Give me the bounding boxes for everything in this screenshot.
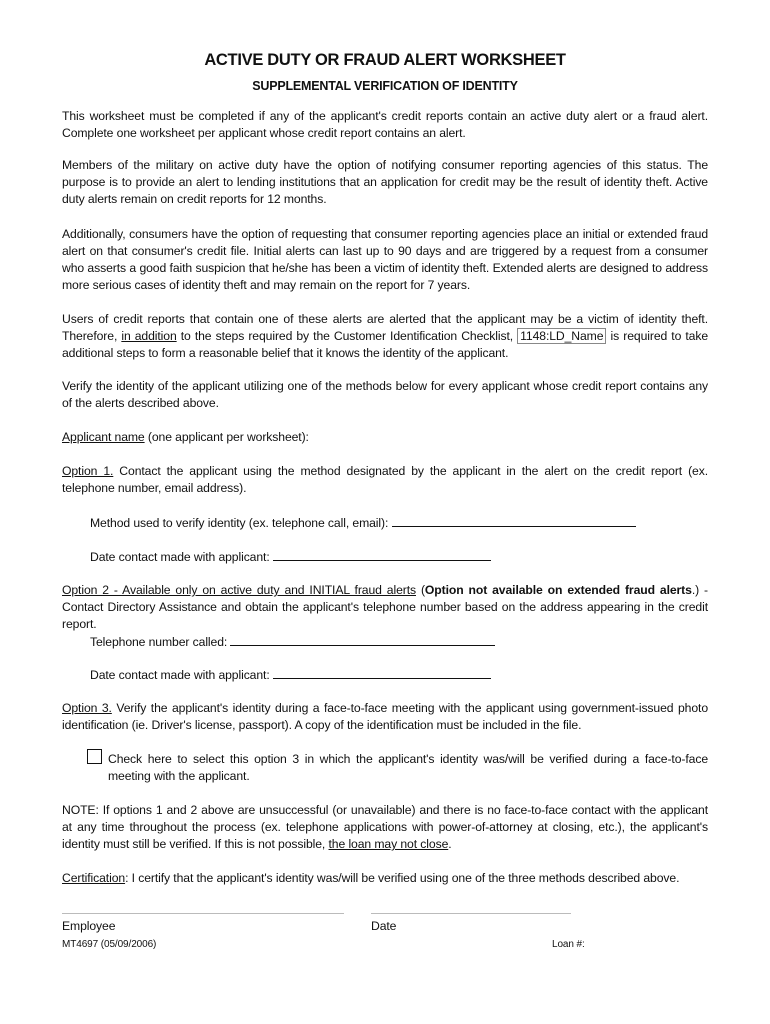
applicant-name-row (62, 429, 708, 446)
intro-paragraph-5: Verify the identity of the applicant utilizing one of the methods below for every applicant whose credit report contains any of the alerts described above. (62, 379, 708, 410)
option-2-bold-note: Option not available on extended fraud alerts (424, 583, 692, 597)
option-1-date-label: Date contact made with applicant: (90, 550, 270, 564)
option-1-date-row (90, 548, 710, 566)
option-1-paragraph (62, 463, 708, 497)
intro-paragraph-4 (62, 311, 708, 362)
option-2-date-field[interactable] (273, 666, 491, 679)
option-2-paragraph (62, 582, 708, 633)
note-loan-may-not-close: the loan may not close (328, 837, 449, 851)
page-title: ACTIVE DUTY OR FRAUD ALERT WORKSHEET (204, 51, 566, 69)
p4-text-a: Users of credit reports that contain one of these alerts are alerted that the applicant may be a victim of identity theft. Therefore, (62, 312, 708, 343)
option-2-phone-field[interactable] (230, 633, 495, 646)
certification-text: : I certify that the applicant's identity was/will be verified using one of the three methods described above. (125, 871, 680, 885)
option-2-date-row (90, 666, 710, 684)
form-id: MT4697 (05/09/2006) (62, 939, 157, 950)
option-2-text-b: .) - Contact Directory Assistance and obtain the applicant's telephone number based on the address appearing in the credit report. (62, 583, 708, 631)
loan-number-label: Loan #: (552, 939, 585, 950)
option-2-date-label: Date contact made with applicant: (90, 668, 270, 682)
certification-paragraph (62, 870, 708, 887)
note-text: NOTE: If options 1 and 2 above are unsuccessful (or unavailable) and there is no face-to-face contact with the applicant at any time throughout the process (ex. telephone applications with power-of-attorney at closing, etc.), the applicant's identity must still be verified. If this is not possible, (62, 803, 708, 851)
option-3-label: Option 3. (62, 701, 112, 715)
applicant-name-note: (one applicant per worksheet): (144, 430, 309, 444)
option-1-method-row (90, 514, 710, 532)
p4-text-c: is required to take additional steps to form a reasonable belief that it knows the identity of the applicant. (62, 329, 708, 360)
option-2-phone-label: Telephone number called: (90, 635, 228, 649)
option-3-checkbox[interactable] (87, 749, 102, 764)
p4-text-b: to the steps required by the Customer Identification Checklist, (176, 329, 518, 343)
option-3-paragraph (62, 700, 708, 734)
date-signature-line[interactable] (371, 913, 571, 914)
employee-label: Employee (62, 919, 116, 933)
intro-paragraph-1: This worksheet must be completed if any of the applicant's credit reports contain an active duty alert or a fraud alert. Complete one worksheet per applicant whose credit report contains an alert. (62, 109, 708, 140)
intro-paragraph-3: Additionally, consumers have the option of requesting that consumer reporting agencies place an initial or extended fraud alert on that consumer's credit file. Initial alerts can last up to 90 days and are triggered by a request from a consumer who asserts a good faith suspicion that he/she has been a victim of identity theft. Extended alerts are designed to address more serious cases of identity theft and may remain on the report for 7 years. (62, 227, 708, 292)
option-3-checkbox-label: Check here to select this option 3 in which the applicant's identity was/will be verified during a face-to-face meeting with the applicant. (108, 752, 708, 783)
applicant-name-label: Applicant name (62, 430, 145, 444)
certification-label: Certification (62, 871, 126, 885)
employee-signature-line[interactable] (62, 913, 344, 914)
note-paragraph (62, 802, 708, 853)
option-3-text: Verify the applicant's identity during a face-to-face meeting with the applicant using government-issued photo identification (ie. Driver's license, passport). A copy of the identification must be included in the file. (62, 701, 709, 732)
option-2-phone-row (90, 633, 710, 651)
option-2-label: Option 2 - Available only on active duty and INITIAL fraud alerts (62, 583, 416, 597)
option-1-label: Option 1. (62, 464, 114, 478)
option-2-text-a: ( (415, 583, 425, 597)
p4-in-addition: in addition (121, 329, 177, 343)
intro-paragraph-2: Members of the military on active duty have the option of notifying consumer reporting agencies of this status. The purpose is to provide an alert to lending institutions that an application for credit may be the result of identity theft. Active duty alerts remain on credit reports for 12 months. (62, 158, 708, 206)
note-end: . (448, 837, 452, 851)
option-1-text: Contact the applicant using the method designated by the applicant in the alert on the credit report (ex. telephone number, email address). (62, 464, 709, 495)
option-1-method-label: Method used to verify identity (ex. telephone call, email): (90, 516, 389, 530)
option-1-method-field[interactable] (392, 514, 636, 527)
lender-name-field[interactable]: 1148:LD_Name (517, 328, 606, 344)
option-1-date-field[interactable] (273, 548, 491, 561)
date-label: Date (371, 919, 397, 933)
page-subtitle: SUPPLEMENTAL VERIFICATION OF IDENTITY (252, 79, 518, 93)
